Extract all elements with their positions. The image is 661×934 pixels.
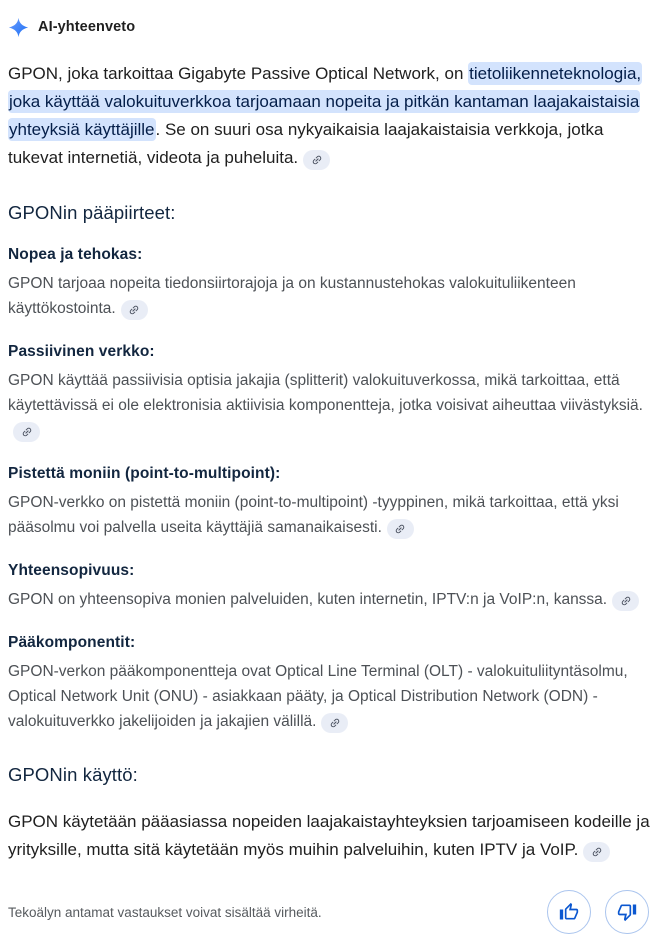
disclaimer-text: Tekoälyn antamat vastaukset voivat sisältää virheitä. (8, 904, 322, 920)
ai-sparkle-icon (8, 17, 29, 38)
usage-paragraph (8, 808, 651, 864)
item-body-text: GPON-verkko on pistettä moniin (point-to-multipoint) -tyyppinen, mikä tarkoittaa, että yksi pääsolmu voi palvella useita käyttäjiä samanaikaisesti. (8, 494, 619, 536)
source-link-button[interactable] (303, 150, 330, 170)
item-title-main-components: Pääkomponentit: (8, 634, 136, 651)
section-heading-usage: GPONin käyttö: (8, 764, 138, 785)
item-body-text: GPON käyttää passiivisia optisia jakajia (splitterit) valokuituverkossa, mikä tarkoittaa, että käytettävissä ei ole elektronisia aktiivisia komponentteja, jotka voisivat aiheuttaa viivästyksiä. (8, 372, 643, 414)
item-body-text: GPON-verkon pääkomponentteja ovat Optical Line Terminal (OLT) - valokuituliityntäsolmu, Optical Network Unit (ONU) - asiakkaan pääty, ja Optical Distribution Network (ODN) - valokuituverkko jakelijoiden ja jakajien välillä. (8, 663, 628, 730)
ai-overview-header (8, 16, 651, 38)
source-link-button[interactable] (612, 591, 639, 611)
item-body-main-components (8, 659, 651, 734)
item-title-compatibility: Yhteensopivuus: (8, 562, 135, 579)
ai-overview-title: AI-yhteenveto (38, 19, 136, 35)
item-body-compatibility (8, 587, 651, 612)
usage-paragraph-text: GPON käytetään pääasiassa nopeiden laajakaistayhteyksien tarjoamiseen kodeille ja yrityksille, mutta sitä käytetään myös muihin palveluihin, kuten IPTV ja VoIP. (8, 812, 650, 859)
item-body-point-to-multipoint (8, 490, 651, 540)
item-body-text: GPON tarjoaa nopeita tiedonsiirtorajoja ja on kustannustehokas valokuituliikenteen käyttökostointa. (8, 275, 576, 317)
source-link-button[interactable] (321, 713, 348, 733)
source-link-button[interactable] (387, 519, 414, 539)
item-title-passive-network: Passiivinen verkko: (8, 343, 155, 360)
thumbs-down-icon (617, 902, 637, 922)
ai-overview-footer (8, 890, 651, 934)
section-heading-features: GPONin pääpiirteet: (8, 202, 176, 223)
source-link-button[interactable] (583, 842, 610, 862)
feedback-buttons (547, 890, 649, 934)
source-link-button[interactable] (121, 300, 148, 320)
intro-text-pre: GPON, joka tarkoittaa Gigabyte Passive Optical Network, on (8, 64, 469, 83)
item-title-fast-efficient: Nopea ja tehokas: (8, 246, 143, 263)
thumbs-down-button[interactable] (605, 890, 649, 934)
source-link-button[interactable] (13, 422, 40, 442)
thumbs-up-icon (559, 902, 579, 922)
item-body-fast-efficient (8, 271, 651, 321)
thumbs-up-button[interactable] (547, 890, 591, 934)
intro-paragraph (8, 60, 651, 172)
item-body-text: GPON on yhteensopiva monien palveluiden, kuten internetin, IPTV:n ja VoIP:n, kanssa. (8, 591, 608, 608)
intro-highlight[interactable]: tietoliikenneteknologia, joka käyttää valokuituverkkoa tarjoamaan nopeita ja pitkän kantaman laajakaistaisia yhteyksiä käyttäjille (9, 64, 642, 139)
intro-text-post: . Se on suuri osa nykyaikaisia laajakaistaisia verkkoja, jotka tukevat internetiä, videota ja puheluita. (8, 120, 604, 167)
item-body-passive-network (8, 368, 651, 443)
item-title-point-to-multipoint: Pistettä moniin (point-to-multipoint): (8, 465, 281, 482)
